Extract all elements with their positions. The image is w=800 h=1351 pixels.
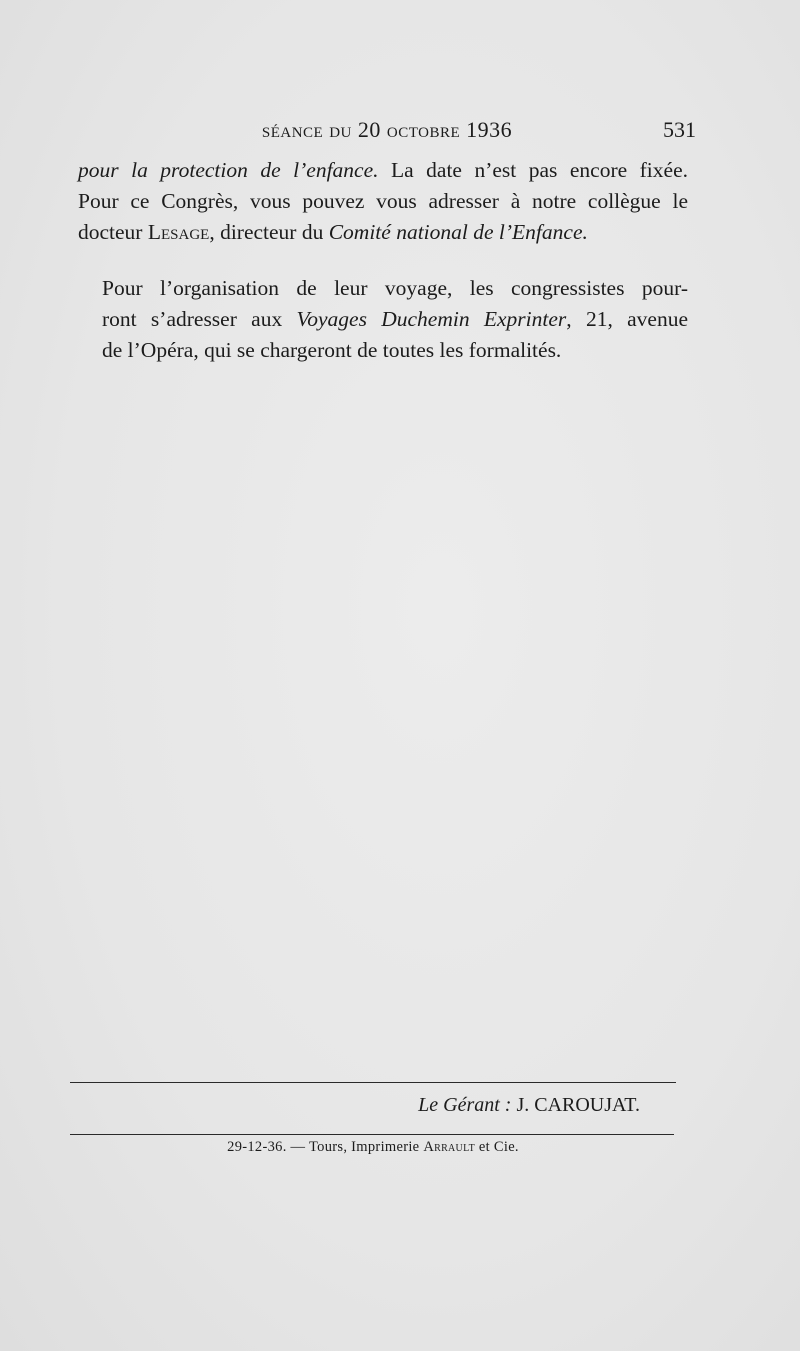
divider-rule bbox=[70, 1082, 676, 1083]
text-line: Pour l’organisation de leur voyage, les congressistes pour- bbox=[102, 276, 688, 300]
text-run: ront s’adresser aux bbox=[102, 307, 297, 331]
printer-name: Arrault bbox=[423, 1139, 475, 1155]
paragraph-congress bbox=[78, 155, 688, 248]
person-name: Lesage bbox=[147, 220, 210, 244]
text-line: de l’Opéra, qui se chargeront de toutes les formalités. bbox=[102, 338, 562, 362]
text-line bbox=[78, 155, 688, 186]
imprint-text: — Tours, Imprimerie bbox=[286, 1139, 424, 1155]
running-header bbox=[78, 117, 696, 147]
italic-text: Comité national de l’Enfance. bbox=[328, 220, 588, 244]
text-run: docteur bbox=[78, 220, 148, 244]
imprint-date: 29-12-36. bbox=[227, 1139, 287, 1155]
text-run: , directeur du bbox=[209, 220, 329, 244]
text-run: , 21, avenue bbox=[566, 307, 688, 331]
body-text bbox=[78, 155, 688, 366]
signature-line bbox=[418, 1094, 640, 1117]
text-line bbox=[78, 304, 688, 335]
signature-label: Le Gérant : bbox=[418, 1094, 512, 1116]
text-line bbox=[78, 217, 688, 248]
italic-text: Voyages Duchemin Exprinter bbox=[296, 307, 567, 331]
text-line: Pour ce Congrès, vous pouvez vous adresser à notre collègue le bbox=[78, 189, 688, 213]
divider-rule bbox=[70, 1134, 674, 1135]
italic-text: pour la protection de l’enfance. bbox=[78, 158, 379, 182]
signature-name: J. CAROUJAT. bbox=[516, 1094, 640, 1116]
printer-imprint bbox=[0, 1139, 746, 1156]
page-number: 531 bbox=[663, 117, 696, 142]
text-run: La date n’est pas encore fixée. bbox=[378, 158, 688, 182]
running-title: séance du 20 octobre 1936 bbox=[261, 117, 513, 142]
imprint-suffix: et Cie. bbox=[474, 1139, 519, 1155]
paragraph-travel bbox=[78, 273, 688, 366]
